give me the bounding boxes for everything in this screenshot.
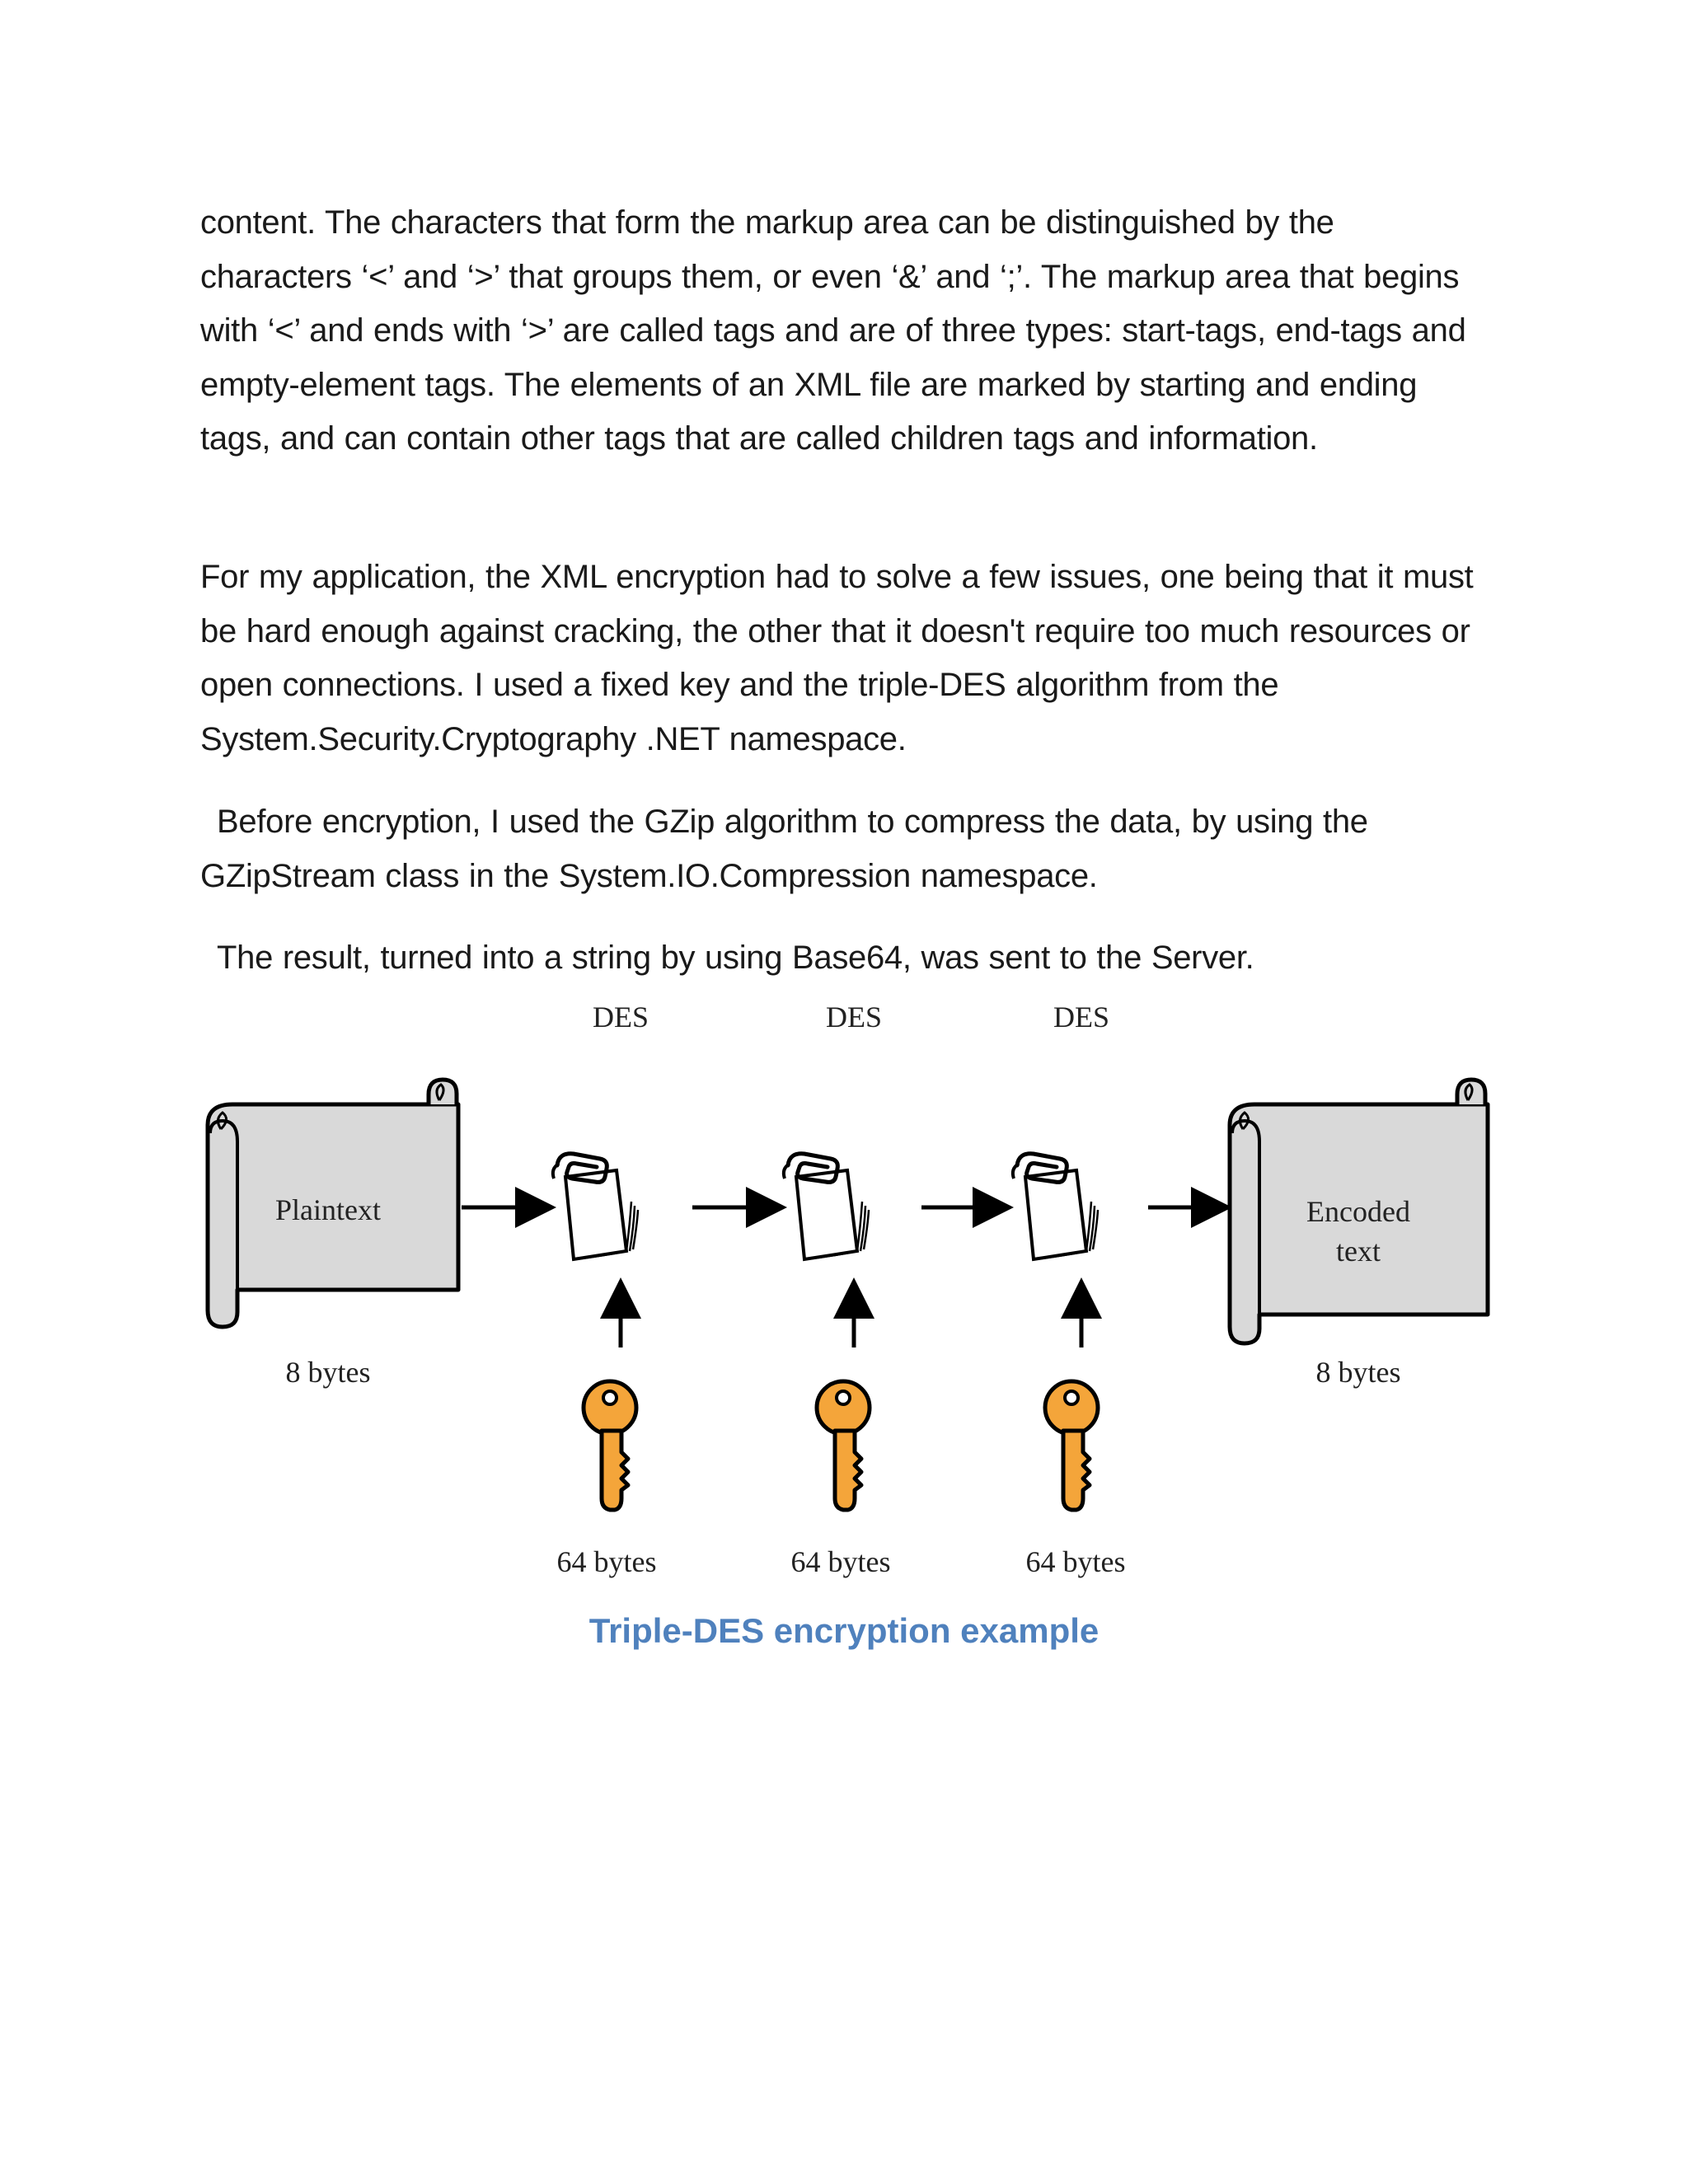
paragraph-base64-result: The result, turned into a string by using Base64, was sent to the Server. (217, 940, 1254, 976)
triple-des-diagram (190, 997, 1508, 1591)
paragraph-xml-markup: content. The characters that form the markup area can be distinguished by the characters ‘<’ and ‘>’ that groups them, or even ‘&’ and ‘;’. The markup area that begins with ‘<’ and ends with ‘>’ are called tags and are of three types: start-tags, end-tags and empty-element tags. The elements of an XML file are marked by starting and ending tags, and can contain other tags that are called children tags and information. (200, 204, 1466, 457)
encoded-label-line2: text (1336, 1235, 1381, 1268)
paragraph-gzip-compression: Before encryption, I used the GZip algorithm to compress the data, by using the GZipStream class in the System.IO.Compression namespace. (200, 804, 1368, 894)
encoded-label-line1: Encoded (1306, 1195, 1410, 1228)
clipped-document-icon (1013, 1154, 1098, 1259)
figure-caption: Triple-DES encryption example (588, 1611, 1100, 1650)
key-icon (1045, 1381, 1098, 1510)
plaintext-size-label: 8 bytes (285, 1356, 371, 1389)
key-size-label-1: 64 bytes (556, 1545, 657, 1578)
des-label-2: DES (825, 1001, 883, 1033)
clipped-document-icon (784, 1154, 869, 1259)
paragraph-encryption-requirements: For my application, the XML encryption had to solve a few issues, one being that it must be hard enough against cracking, the other that it doesn't require too much resources or open connections. I used a fixed key and the triple-DES algorithm from the System.Security.Cryptography .NET namespace. (200, 559, 1474, 757)
plaintext-label: Plaintext (275, 1193, 381, 1226)
key-icon (817, 1381, 870, 1510)
key-icon (584, 1381, 636, 1510)
key-size-label-2: 64 bytes (790, 1545, 891, 1578)
des-label-1: DES (592, 1001, 649, 1033)
clipped-document-icon (553, 1154, 638, 1259)
des-label-3: DES (1053, 1001, 1110, 1033)
encoded-size-label: 8 bytes (1315, 1356, 1401, 1389)
key-size-label-3: 64 bytes (1025, 1545, 1126, 1578)
